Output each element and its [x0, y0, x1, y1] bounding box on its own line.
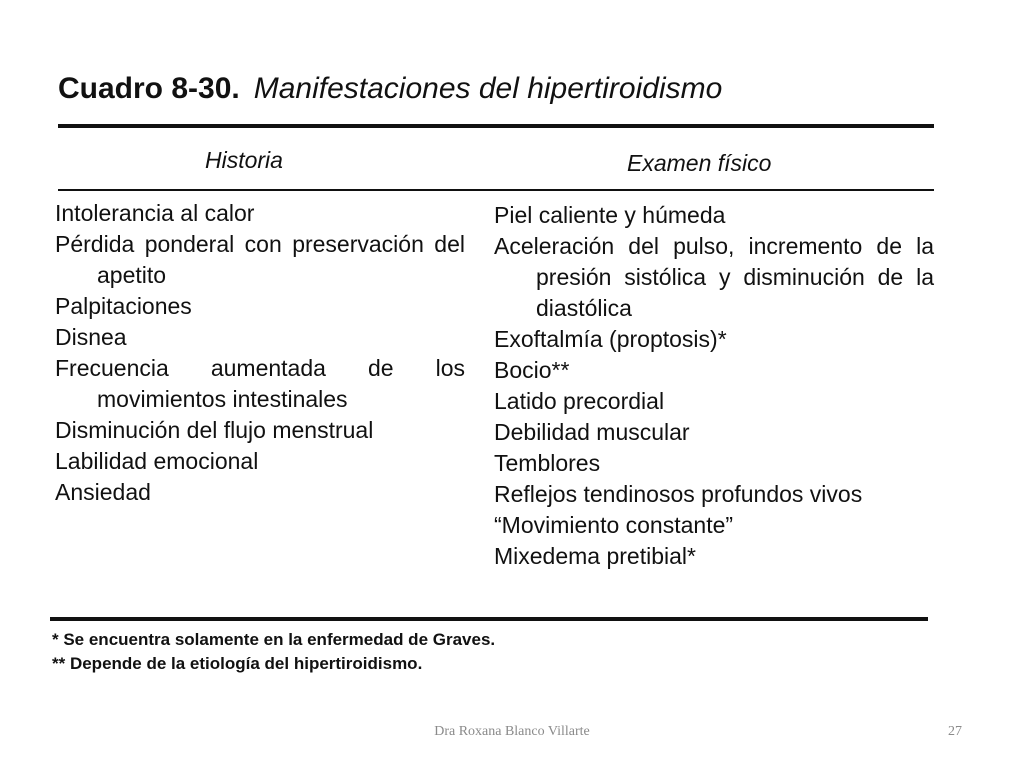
historia-item: Palpitaciones [55, 293, 192, 319]
examen-item: Exoftalmía (proptosis)* [494, 326, 727, 352]
historia-item: Ansiedad [55, 479, 151, 505]
footnote-graves: * Se encuentra solamente en la enfermedad de Graves. [52, 630, 496, 649]
examen-item: Debilidad muscular [494, 419, 690, 445]
examen-fisico-list [494, 200, 934, 572]
footnotes [52, 628, 752, 676]
historia-item: Labilidad emocional [55, 448, 259, 474]
examen-item: Reflejos tendinosos profundos vivos [494, 481, 863, 507]
table-number: Cuadro 8-30. [58, 72, 240, 105]
slide-number: 27 [948, 724, 962, 739]
examen-item: Temblores [494, 450, 601, 476]
examen-item: Bocio** [494, 357, 570, 383]
footer-author: Dra Roxana Blanco Villarte [434, 724, 590, 739]
historia-item: Pérdida ponderal con preservación del apetito [55, 231, 465, 288]
historia-item: Disnea [55, 324, 127, 350]
examen-item: Latido precordial [494, 388, 665, 414]
examen-item: Mixedema pretibial* [494, 543, 696, 569]
footnote-etiologia: ** Depende de la etiología del hipertiroidismo. [52, 654, 423, 673]
table-caption: Manifestaciones del hipertiroidismo [253, 72, 723, 105]
historia-item: Frecuencia aumentada de los movimientos intestinales [55, 355, 465, 412]
header-rule [58, 189, 934, 191]
examen-item: “Movimiento constante” [494, 512, 734, 538]
table-title [58, 70, 958, 108]
column-header-examen-fisico: Examen físico [627, 150, 772, 176]
historia-list [55, 198, 465, 508]
historia-item: Intolerancia al calor [55, 200, 255, 226]
bottom-rule [50, 617, 928, 621]
historia-item: Disminución del flujo menstrual [55, 417, 374, 443]
examen-item: Aceleración del pulso, incremento de la presión sistólica y disminución de la diastólica [494, 233, 934, 321]
top-rule [58, 124, 934, 128]
examen-item: Piel caliente y húmeda [494, 202, 726, 228]
column-header-historia: Historia [205, 147, 283, 173]
